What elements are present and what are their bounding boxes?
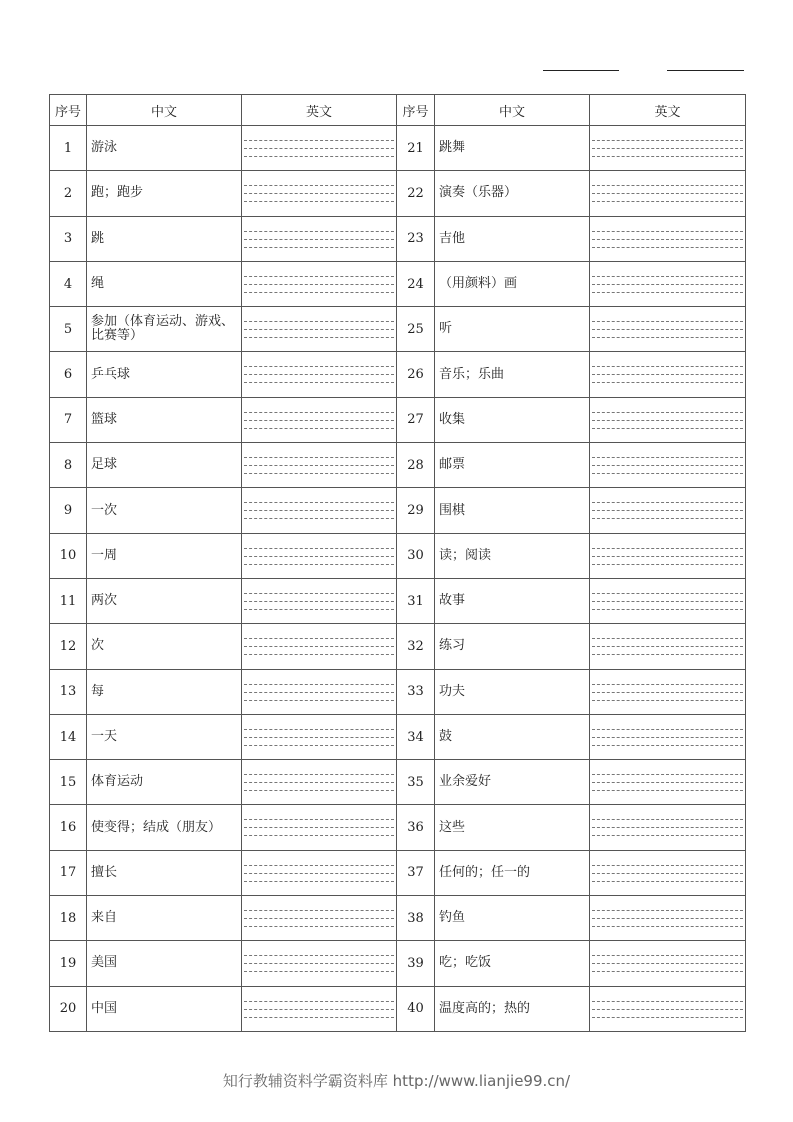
dashed-writing-line (592, 292, 743, 293)
dashed-writing-line (592, 774, 743, 775)
dashed-writing-line (244, 745, 394, 746)
dashed-writing-line (244, 193, 394, 194)
dashed-writing-line (592, 684, 743, 685)
item-number: 17 (50, 850, 87, 895)
chinese-term: 功夫 (435, 669, 590, 714)
dashed-writing-line (244, 231, 394, 232)
item-number: 13 (50, 669, 87, 714)
item-number: 9 (50, 488, 87, 533)
dashed-writing-line (592, 321, 743, 322)
dashed-writing-line (244, 692, 394, 693)
dashed-writing-line (592, 412, 743, 413)
item-number: 34 (397, 714, 435, 759)
chinese-term: 一次 (87, 488, 242, 533)
dashed-writing-line (244, 638, 394, 639)
dashed-writing-line (592, 729, 743, 730)
dashed-writing-line (244, 201, 394, 202)
item-number: 12 (50, 624, 87, 669)
dashed-writing-line (592, 1009, 743, 1010)
chinese-term: 跑；跑步 (87, 171, 242, 216)
dashed-writing-line (244, 321, 394, 322)
item-number: 2 (50, 171, 87, 216)
chinese-term: 体育运动 (87, 760, 242, 805)
chinese-term: 邮票 (435, 443, 590, 488)
dashed-writing-line (592, 593, 743, 594)
dashed-writing-line (244, 646, 394, 647)
dashed-writing-line (244, 366, 394, 367)
english-answer-field[interactable] (242, 714, 397, 759)
dashed-writing-line (244, 790, 394, 791)
chinese-term: 收集 (435, 397, 590, 442)
chinese-term: 任何的；任一的 (435, 850, 590, 895)
dashed-writing-line (244, 510, 394, 511)
item-number: 40 (397, 986, 435, 1031)
dashed-writing-line (244, 737, 394, 738)
dashed-writing-line (592, 428, 743, 429)
english-answer-field[interactable] (590, 171, 746, 216)
chinese-term: 这些 (435, 805, 590, 850)
english-answer-field[interactable] (242, 624, 397, 669)
english-answer-field[interactable] (590, 261, 746, 306)
item-number: 6 (50, 352, 87, 397)
table-row (50, 624, 746, 669)
dashed-writing-line (244, 1017, 394, 1018)
table-row (50, 488, 746, 533)
dashed-writing-line (592, 910, 743, 911)
dashed-writing-line (244, 382, 394, 383)
chinese-term: 围棋 (435, 488, 590, 533)
dashed-writing-line (244, 502, 394, 503)
table-header-row (50, 95, 746, 126)
item-number: 25 (397, 307, 435, 352)
header-zh-right: 中文 (435, 95, 590, 126)
table-row (50, 533, 746, 578)
table-row (50, 261, 746, 306)
table-row (50, 216, 746, 261)
dashed-writing-line (244, 729, 394, 730)
item-number: 7 (50, 397, 87, 442)
dashed-writing-line (244, 185, 394, 186)
dashed-writing-line (592, 918, 743, 919)
dashed-writing-line (244, 654, 394, 655)
table-row (50, 850, 746, 895)
item-number: 8 (50, 443, 87, 488)
dashed-writing-line (244, 412, 394, 413)
item-number: 21 (397, 126, 435, 171)
dashed-writing-line (244, 609, 394, 610)
name-blank-line (543, 70, 619, 71)
header-en-left: 英文 (242, 95, 397, 126)
dashed-writing-line (244, 1009, 394, 1010)
dashed-writing-line (592, 239, 743, 240)
chinese-term: 听 (435, 307, 590, 352)
chinese-term: 擅长 (87, 850, 242, 895)
english-answer-field[interactable] (590, 216, 746, 261)
english-answer-field[interactable] (590, 578, 746, 623)
table-row (50, 714, 746, 759)
chinese-term: 钓鱼 (435, 896, 590, 941)
english-answer-field[interactable] (590, 307, 746, 352)
english-answer-field[interactable] (242, 533, 397, 578)
chinese-term: 跳 (87, 216, 242, 261)
dashed-writing-line (592, 926, 743, 927)
table-row (50, 352, 746, 397)
dashed-writing-line (244, 955, 394, 956)
english-answer-field[interactable] (242, 578, 397, 623)
dashed-writing-line (244, 329, 394, 330)
footer-watermark: 知行教辅资料学霸资料库 http://www.lianjie99.cn/ (222, 1072, 571, 1090)
chinese-term: 故事 (435, 578, 590, 623)
dashed-writing-line (244, 465, 394, 466)
dashed-writing-line (592, 700, 743, 701)
dashed-writing-line (244, 156, 394, 157)
dashed-writing-line (244, 971, 394, 972)
item-number: 3 (50, 216, 87, 261)
dashed-writing-line (244, 239, 394, 240)
item-number: 38 (397, 896, 435, 941)
chinese-term: （用颜料）画 (435, 261, 590, 306)
english-answer-field[interactable] (242, 216, 397, 261)
dashed-writing-line (592, 276, 743, 277)
chinese-term: 跳舞 (435, 126, 590, 171)
chinese-term: 每 (87, 669, 242, 714)
english-answer-field[interactable] (242, 986, 397, 1031)
table-row (50, 986, 746, 1031)
dashed-writing-line (244, 910, 394, 911)
table-row (50, 397, 746, 442)
item-number: 19 (50, 941, 87, 986)
item-number: 4 (50, 261, 87, 306)
item-number: 1 (50, 126, 87, 171)
english-answer-field[interactable] (242, 896, 397, 941)
chinese-term: 两次 (87, 578, 242, 623)
chinese-term: 足球 (87, 443, 242, 488)
dashed-writing-line (244, 247, 394, 248)
english-answer-field[interactable] (242, 669, 397, 714)
dashed-writing-line (244, 782, 394, 783)
dashed-writing-line (244, 918, 394, 919)
chinese-term: 来自 (87, 896, 242, 941)
dashed-writing-line (592, 156, 743, 157)
dashed-writing-line (592, 646, 743, 647)
english-answer-field[interactable] (242, 352, 397, 397)
dashed-writing-line (244, 284, 394, 285)
dashed-writing-line (592, 201, 743, 202)
english-answer-field[interactable] (590, 533, 746, 578)
english-answer-field[interactable] (590, 443, 746, 488)
dashed-writing-line (592, 1017, 743, 1018)
english-answer-field[interactable] (590, 397, 746, 442)
chinese-term: 温度高的；热的 (435, 986, 590, 1031)
dashed-writing-line (244, 337, 394, 338)
chinese-term: 游泳 (87, 126, 242, 171)
chinese-term: 吃；吃饭 (435, 941, 590, 986)
chinese-term: 绳 (87, 261, 242, 306)
dashed-writing-line (244, 556, 394, 557)
item-number: 5 (50, 307, 87, 352)
item-number: 26 (397, 352, 435, 397)
dashed-writing-line (244, 700, 394, 701)
dashed-writing-line (244, 374, 394, 375)
table-row (50, 941, 746, 986)
table-row (50, 896, 746, 941)
item-number: 29 (397, 488, 435, 533)
english-answer-field[interactable] (590, 669, 746, 714)
dashed-writing-line (244, 1001, 394, 1002)
table-row (50, 307, 746, 352)
dashed-writing-line (244, 564, 394, 565)
chinese-term: 一周 (87, 533, 242, 578)
item-number: 30 (397, 533, 435, 578)
item-number: 28 (397, 443, 435, 488)
dashed-writing-line (244, 140, 394, 141)
dashed-writing-line (592, 609, 743, 610)
item-number: 33 (397, 669, 435, 714)
dashed-writing-line (244, 148, 394, 149)
dashed-writing-line (244, 819, 394, 820)
dashed-writing-line (244, 292, 394, 293)
dashed-writing-line (244, 548, 394, 549)
dashed-writing-line (592, 366, 743, 367)
item-number: 36 (397, 805, 435, 850)
english-answer-field[interactable] (590, 986, 746, 1031)
chinese-term: 鼓 (435, 714, 590, 759)
english-answer-field[interactable] (590, 896, 746, 941)
chinese-term: 音乐；乐曲 (435, 352, 590, 397)
item-number: 35 (397, 760, 435, 805)
english-answer-field[interactable] (590, 714, 746, 759)
english-answer-field[interactable] (242, 850, 397, 895)
dashed-writing-line (592, 819, 743, 820)
chinese-term: 次 (87, 624, 242, 669)
chinese-term: 吉他 (435, 216, 590, 261)
english-answer-field[interactable] (242, 443, 397, 488)
dashed-writing-line (592, 247, 743, 248)
dashed-writing-line (592, 827, 743, 828)
dashed-writing-line (244, 684, 394, 685)
dashed-writing-line (244, 276, 394, 277)
chinese-term: 练习 (435, 624, 590, 669)
dashed-writing-line (244, 428, 394, 429)
dashed-writing-line (592, 382, 743, 383)
item-number: 22 (397, 171, 435, 216)
chinese-term: 篮球 (87, 397, 242, 442)
item-number: 27 (397, 397, 435, 442)
item-number: 16 (50, 805, 87, 850)
dashed-writing-line (592, 881, 743, 882)
dashed-writing-line (592, 473, 743, 474)
english-answer-field[interactable] (242, 760, 397, 805)
item-number: 11 (50, 578, 87, 623)
dashed-writing-line (592, 963, 743, 964)
item-number: 10 (50, 533, 87, 578)
dashed-writing-line (592, 782, 743, 783)
dashed-writing-line (592, 231, 743, 232)
item-number: 32 (397, 624, 435, 669)
vocabulary-table (49, 94, 746, 1032)
item-number: 39 (397, 941, 435, 986)
dashed-writing-line (592, 510, 743, 511)
dashed-writing-line (592, 955, 743, 956)
dashed-writing-line (244, 420, 394, 421)
chinese-term: 一天 (87, 714, 242, 759)
table-row (50, 578, 746, 623)
dashed-writing-line (592, 971, 743, 972)
dashed-writing-line (244, 873, 394, 874)
dashed-writing-line (592, 337, 743, 338)
dashed-writing-line (592, 502, 743, 503)
table-row (50, 760, 746, 805)
chinese-term: 中国 (87, 986, 242, 1031)
dashed-writing-line (592, 1001, 743, 1002)
dashed-writing-line (592, 745, 743, 746)
dashed-writing-line (592, 737, 743, 738)
english-answer-field[interactable] (590, 941, 746, 986)
dashed-writing-line (592, 329, 743, 330)
english-answer-field[interactable] (242, 126, 397, 171)
english-answer-field[interactable] (590, 805, 746, 850)
dashed-writing-line (592, 654, 743, 655)
item-number: 23 (397, 216, 435, 261)
dashed-writing-line (244, 926, 394, 927)
chinese-term: 使变得；结成（朋友） (87, 805, 242, 850)
english-answer-field[interactable] (590, 352, 746, 397)
english-answer-field[interactable] (242, 397, 397, 442)
item-number: 15 (50, 760, 87, 805)
dashed-writing-line (592, 148, 743, 149)
english-answer-field[interactable] (242, 261, 397, 306)
dashed-writing-line (244, 457, 394, 458)
dashed-writing-line (244, 518, 394, 519)
class-blank-line (667, 70, 744, 71)
english-answer-field[interactable] (242, 307, 397, 352)
dashed-writing-line (592, 601, 743, 602)
english-answer-field[interactable] (242, 941, 397, 986)
dashed-writing-line (592, 790, 743, 791)
chinese-term: 演奏（乐器） (435, 171, 590, 216)
dashed-writing-line (592, 374, 743, 375)
dashed-writing-line (592, 465, 743, 466)
dashed-writing-line (592, 556, 743, 557)
item-number: 37 (397, 850, 435, 895)
dashed-writing-line (592, 638, 743, 639)
item-number: 31 (397, 578, 435, 623)
dashed-writing-line (244, 601, 394, 602)
dashed-writing-line (244, 865, 394, 866)
dashed-writing-line (592, 457, 743, 458)
english-answer-field[interactable] (242, 488, 397, 533)
chinese-term: 乒乓球 (87, 352, 242, 397)
table-row (50, 669, 746, 714)
item-number: 24 (397, 261, 435, 306)
table-row (50, 443, 746, 488)
dashed-writing-line (592, 193, 743, 194)
item-number: 18 (50, 896, 87, 941)
english-answer-field[interactable] (590, 488, 746, 533)
dashed-writing-line (592, 284, 743, 285)
header-en-right: 英文 (590, 95, 746, 126)
header-zh-left: 中文 (87, 95, 242, 126)
dashed-writing-line (592, 865, 743, 866)
dashed-writing-line (592, 835, 743, 836)
english-answer-field[interactable] (590, 850, 746, 895)
english-answer-field[interactable] (590, 760, 746, 805)
chinese-term: 业余爱好 (435, 760, 590, 805)
dashed-writing-line (592, 518, 743, 519)
table-row (50, 805, 746, 850)
table-row (50, 171, 746, 216)
english-answer-field[interactable] (242, 805, 397, 850)
dashed-writing-line (592, 548, 743, 549)
item-number: 20 (50, 986, 87, 1031)
header-no-right: 序号 (397, 95, 435, 126)
dashed-writing-line (592, 420, 743, 421)
dashed-writing-line (244, 881, 394, 882)
dashed-writing-line (244, 835, 394, 836)
table-row (50, 126, 746, 171)
dashed-writing-line (592, 692, 743, 693)
english-answer-field[interactable] (590, 126, 746, 171)
dashed-writing-line (244, 774, 394, 775)
dashed-writing-line (592, 564, 743, 565)
dashed-writing-line (592, 140, 743, 141)
dashed-writing-line (244, 827, 394, 828)
dashed-writing-line (592, 873, 743, 874)
item-number: 14 (50, 714, 87, 759)
chinese-term: 读；阅读 (435, 533, 590, 578)
header-no-left: 序号 (50, 95, 87, 126)
english-answer-field[interactable] (590, 624, 746, 669)
dashed-writing-line (244, 473, 394, 474)
dashed-writing-line (592, 185, 743, 186)
english-answer-field[interactable] (242, 171, 397, 216)
dashed-writing-line (244, 593, 394, 594)
chinese-term: 美国 (87, 941, 242, 986)
chinese-term: 参加（体育运动、游戏、比赛等） (87, 307, 242, 352)
dashed-writing-line (244, 963, 394, 964)
